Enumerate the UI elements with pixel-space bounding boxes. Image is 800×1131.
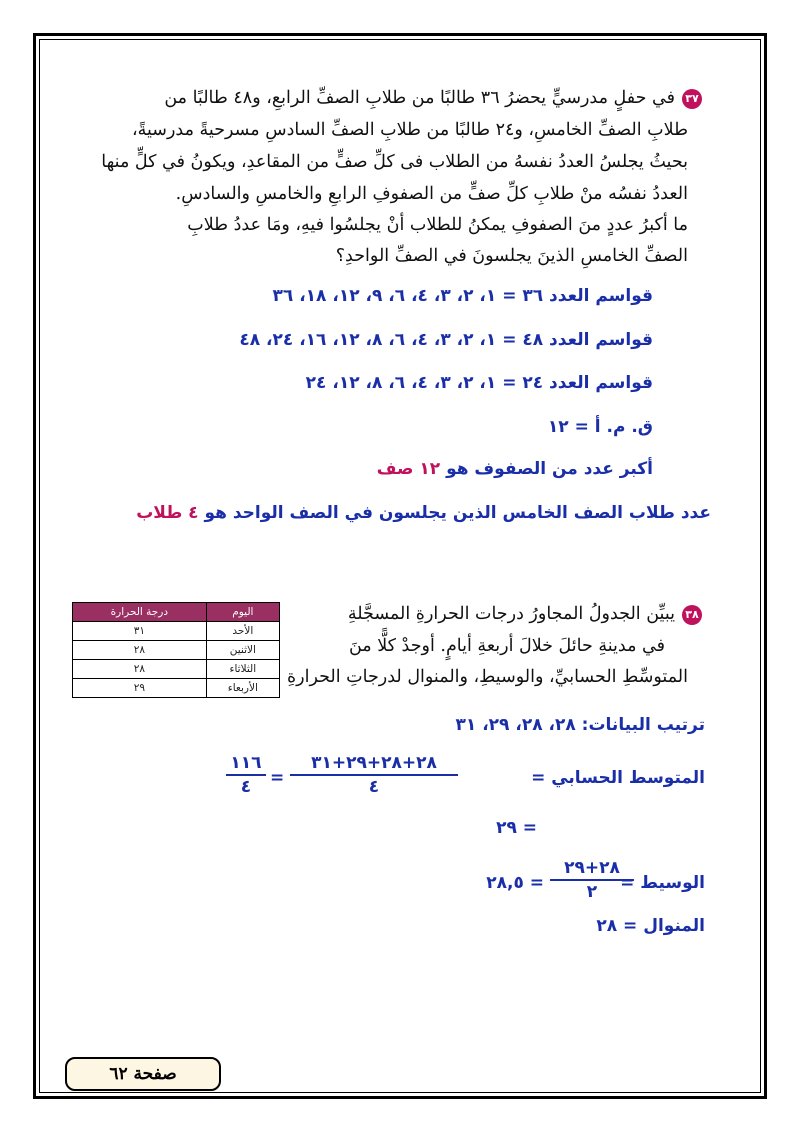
median-label: الوسيط =	[620, 873, 705, 893]
mean-fraction-1-numerator: ٢٨+٢٨+٢٩+٣١	[290, 753, 458, 776]
question-37-badge: ٣٧	[682, 89, 702, 109]
question-38-line-1: يبيِّن الجدولُ المجاورُ درجات الحرارةِ المسجَّلةِ	[347, 604, 675, 624]
mean-fraction-1-denominator: ٤	[368, 777, 380, 797]
question-38-line-2: في مدينةِ حائلَ خلالَ أربعةِ أيامٍ. أوجدْ كلًّا منَ	[348, 636, 665, 656]
median-fraction	[550, 858, 634, 902]
table-row	[73, 660, 280, 679]
rows-answer-label: أكبر عدد من الصفوف هو	[446, 459, 653, 479]
question-38-line-3: المتوسِّطِ الحسابيِّ، والوسيطِ، والمنوال لدرجاتِ الحرارةِ	[286, 667, 688, 687]
table-cell-temp: ٣١	[73, 622, 207, 641]
question-37-line-2: طلابِ الصفِّ الخامسِ، و٢٤ طالبًا من طلابِ الصفِّ السادسِ مسرحيةً مدرسيةً،	[131, 120, 688, 140]
table-cell-day: الأربعاء	[206, 679, 279, 698]
table-row	[73, 679, 280, 698]
gcf-result: ق. م. أ = ١٢	[547, 417, 653, 437]
mean-equals: =	[270, 768, 285, 788]
question-38-badge: ٣٨	[682, 605, 702, 625]
table-cell-temp: ٢٨	[73, 641, 207, 660]
table-cell-temp: ٢٨	[73, 660, 207, 679]
table-header-day: اليوم	[206, 603, 279, 622]
mean-result: = ٢٩	[496, 818, 537, 838]
table-header-temp: درجة الحرارة	[73, 603, 207, 622]
mean-fraction-2-denominator: ٤	[240, 777, 252, 797]
rows-answer	[377, 459, 653, 479]
table-cell-day: الاثنين	[206, 641, 279, 660]
temperature-table	[72, 602, 280, 698]
factors-24: قواسم العدد ٢٤ = ١، ٢، ٣، ٤، ٦، ٨، ١٢، ٢٤	[305, 373, 653, 393]
table-row	[73, 641, 280, 660]
students-answer	[136, 503, 711, 523]
factors-36: قواسم العدد ٣٦ = ١، ٢، ٣، ٤، ٦، ٩، ١٢، ١٨، ٣٦	[272, 286, 653, 306]
median-fraction-denominator: ٢	[586, 882, 598, 902]
page-number-tab: صفحة ٦٢	[65, 1057, 221, 1091]
median-result: = ٢٨,٥	[486, 873, 544, 893]
mode-result: المنوال = ٢٨	[596, 916, 705, 936]
mean-fraction-2-numerator: ١١٦	[226, 753, 266, 776]
median-fraction-numerator: ٢٨+٢٩	[550, 858, 634, 881]
table-row	[73, 622, 280, 641]
question-37-line-4: العددُ نفسُه منْ طلابِ كلِّ صفٍّ من الصفوفِ الرابعِ والخامسِ والسادسِ.	[175, 184, 688, 204]
table-cell-temp: ٢٩	[73, 679, 207, 698]
mean-label: المتوسط الحسابي =	[531, 768, 705, 788]
question-37-line-3: بحيثُ يجلسُ العددُ نفسهُ من الطلاب فى كلِّ صفٍّ من المقاعدِ، ويكونُ في كلٍّ منها	[101, 152, 688, 172]
question-37-line-1: في حفلٍ مدرسيٍّ يحضرُ ٣٦ طالبًا من طلابِ الصفِّ الرابعِ، و٤٨ طالبًا من	[164, 88, 675, 108]
factors-48: قواسم العدد ٤٨ = ١، ٢، ٣، ٤، ٦، ٨، ١٢، ١٦، ٢٤، ٤٨	[239, 330, 653, 350]
students-answer-value: ٤ طلاب	[136, 503, 199, 523]
table-cell-day: الثلاثاء	[206, 660, 279, 679]
rows-answer-value: ١٢ صف	[376, 459, 441, 479]
students-answer-label: عدد طلاب الصف الخامس الذين يجلسون في الصف الواحد هو	[204, 503, 711, 523]
mean-fraction-2	[226, 753, 266, 797]
mean-fraction-1	[290, 753, 458, 797]
data-ordering: ترتيب البيانات: ٢٨، ٢٨، ٢٩، ٣١	[455, 715, 705, 735]
table-cell-day: الأحد	[206, 622, 279, 641]
question-37-line-5: ما أكبرُ عددٍ منَ الصفوفِ يمكنُ للطلاب أنْ يجلسُوا فيهِ، ومَا عددُ طلابِ	[187, 215, 688, 235]
question-37-line-6: الصفِّ الخامسِ الذينَ يجلسونَ في الصفِّ الواحدِ؟	[335, 246, 688, 266]
table-header-row	[73, 603, 280, 622]
